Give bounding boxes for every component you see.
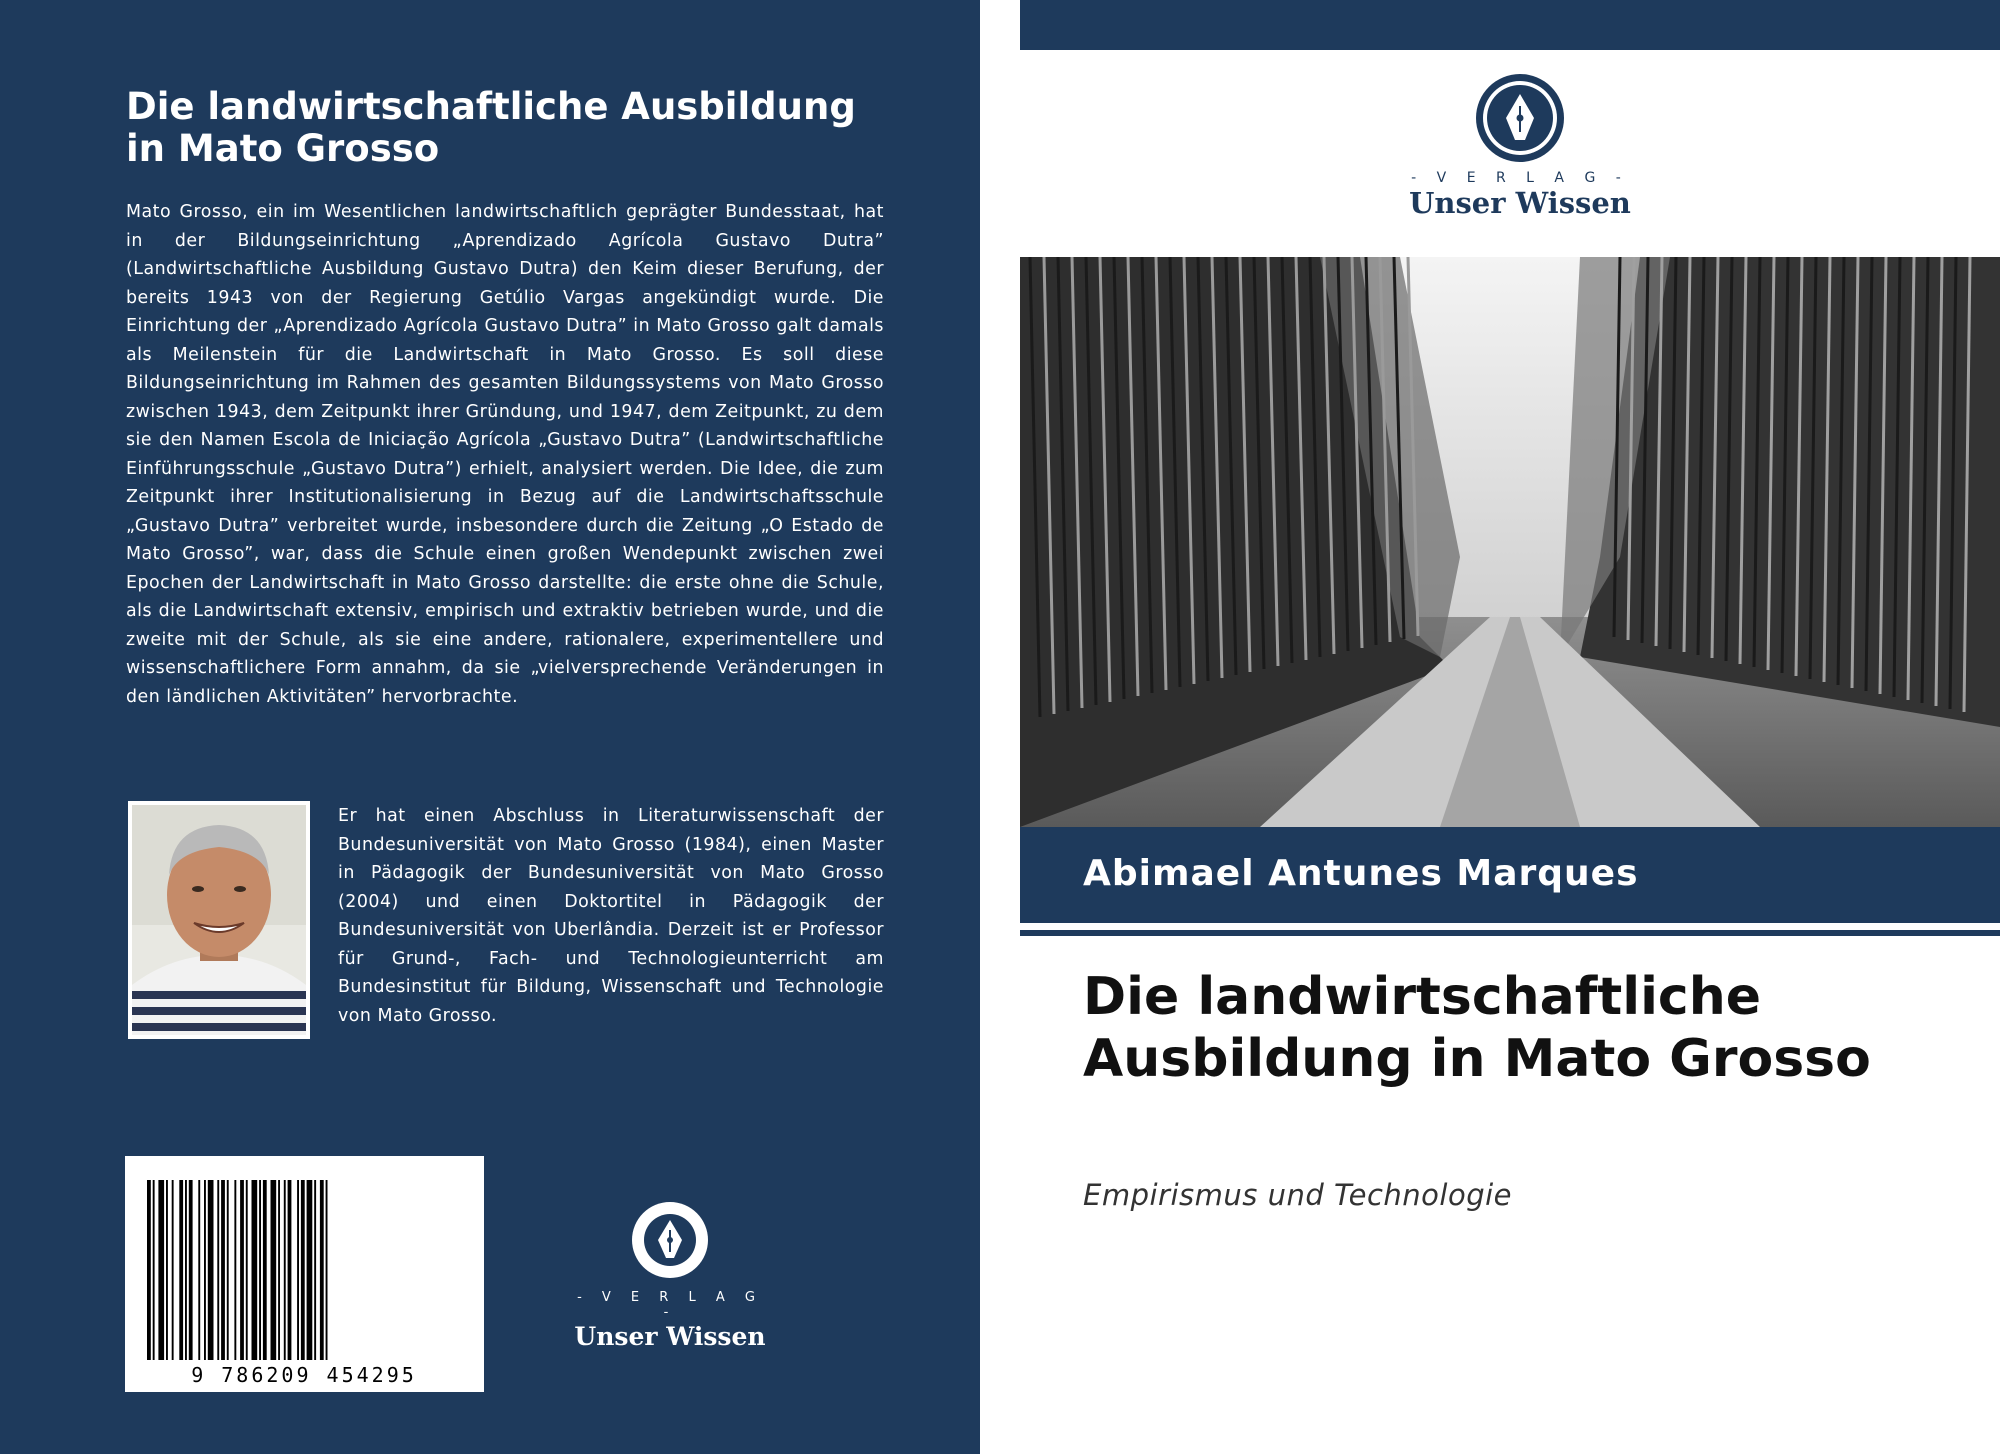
author-band (1020, 827, 2000, 923)
barcode-bar (246, 1180, 248, 1360)
fountain-pen-nib-icon (1474, 72, 1566, 164)
fountain-pen-nib-icon (630, 1200, 710, 1280)
divider-rule (1020, 930, 2000, 936)
front-logo-verlag-text: - V E R L A G - (1411, 170, 1629, 186)
back-publisher-logo (570, 1200, 770, 1351)
barcode-bar (284, 1180, 286, 1360)
barcode-bar (158, 1180, 164, 1360)
barcode-bar (204, 1180, 206, 1360)
barcode-bar (166, 1180, 168, 1360)
forest-road-photo (1020, 257, 2000, 827)
barcode-bar (189, 1180, 193, 1360)
barcode-bar (147, 1180, 151, 1360)
barcode-bar (278, 1180, 280, 1360)
barcode-bar (314, 1180, 316, 1360)
author-name: Abimael Antunes Marques (1083, 853, 1639, 894)
barcode-bar (320, 1180, 324, 1360)
front-logo-name: Unser Wissen (1409, 186, 1631, 220)
author-bio: Er hat einen Abschluss in Literaturwissenschaft der Bundesuniversität von Mato Grosso (1984), einen Master in Pädagogik der Bundesuniversität von Mato Grosso (2004) und einen Doktortitel in Pädagogik der Bundesuniversität von Uberlândia. Derzeit ist er Professor für Grund-, Fach- und Technologieunterricht am Bundesinstitut für Bildung, Wissenschaft und Technologie von Mato Grosso. (338, 806, 884, 1026)
back-cover (0, 0, 980, 1454)
barcode-bar (221, 1180, 225, 1360)
barcode-bar (301, 1180, 305, 1360)
barcode-bar (288, 1180, 292, 1360)
barcode-bar (217, 1180, 219, 1360)
barcode-bar (234, 1180, 236, 1360)
barcode-bar (326, 1180, 328, 1360)
author-portrait-image (132, 805, 306, 1035)
barcode-bar (307, 1180, 313, 1360)
front-cover-subtitle: Empirismus und Technologie (1083, 1178, 1512, 1212)
barcode-bar (153, 1180, 155, 1360)
barcode-bar (185, 1180, 187, 1360)
barcode-bar (297, 1180, 299, 1360)
author-photo (128, 801, 310, 1039)
barcode-bar (252, 1180, 258, 1360)
back-logo-verlag-text: - V E R L A G - (577, 1290, 763, 1320)
spine-gap (980, 0, 1020, 1454)
barcode-bar (259, 1180, 261, 1360)
back-logo-name: Unser Wissen (574, 1322, 766, 1351)
isbn-barcode (125, 1156, 484, 1392)
barcode-digits: 9 786209 454295 (191, 1363, 417, 1387)
barcode-bar (179, 1180, 183, 1360)
front-cover (1020, 0, 2000, 1454)
front-publisher-logo (1360, 72, 1680, 222)
barcode-bar (263, 1180, 267, 1360)
barcode-bar (172, 1180, 174, 1360)
barcode-bar (208, 1180, 214, 1360)
front-top-bar (1020, 0, 2000, 50)
barcode-bars (125, 1156, 484, 1392)
barcode-bar (198, 1180, 200, 1360)
front-cover-title: Die landwirtschaftliche Ausbildung in Mato Grosso (1083, 967, 1871, 1089)
back-cover-title: Die landwirtschaftliche Ausbildung in Mato Grosso (126, 85, 856, 170)
forest-road-image (1020, 257, 2000, 827)
barcode-bar (240, 1180, 244, 1360)
barcode-bar (271, 1180, 277, 1360)
barcode-bar (227, 1180, 229, 1360)
back-cover-blurb: Mato Grosso, ein im Wesentlichen landwirtschaftlich geprägter Bundesstaat, hat in der Bildungseinrichtung „Aprendizado Agrícola Gustavo Dutra” (Landwirtschaftliche Ausbildung Gustavo Dutra) den Keim dieser Berufung, der bereits 1943 von der Regierung Getúlio Vargas angekündigt wurde. Die Einrichtung der „Aprendizado Agrícola Gustavo Dutra” in Mato Grosso galt damals als Meilenstein für die Landwirtschaft in Mato Grosso. Es soll diese Bildungseinrichtung im Rahmen des gesamten Bildungssystems von Mato Grosso zwischen 1943, dem Zeitpunkt ihrer Gründung, und 1947, dem Zeitpunkt, zu dem sie den Namen Escola de Iniciação Agrícola „Gustavo Dutra” (Landwirtschaftliche Einführungsschule „Gustavo Dutra”) erhielt, analysiert werden. Die Idee, die zum Zeitpunkt ihrer Institutionalisierung in Bezug auf die Landwirtschaftsschule „Gustavo Dutra” verbreitet wurde, insbesondere durch die Zeitung „O Estado de Mato Grosso”, war, dass die Schule einen großen Wendepunkt zwischen zwei Epochen der Landwirtschaft in Mato Grosso darstellte: die erste ohne die Schule, als die Landwirtschaft extensiv, empirisch und extraktiv betrieben wurde, und die zweite mit der Schule, als sie eine andere, rationalere, experimentellere und wissenschaftlichere Form annahm, da sie „vielversprechende Veränderungen in den ländlichen Aktivitäten” hervorbrachte. (126, 202, 884, 707)
